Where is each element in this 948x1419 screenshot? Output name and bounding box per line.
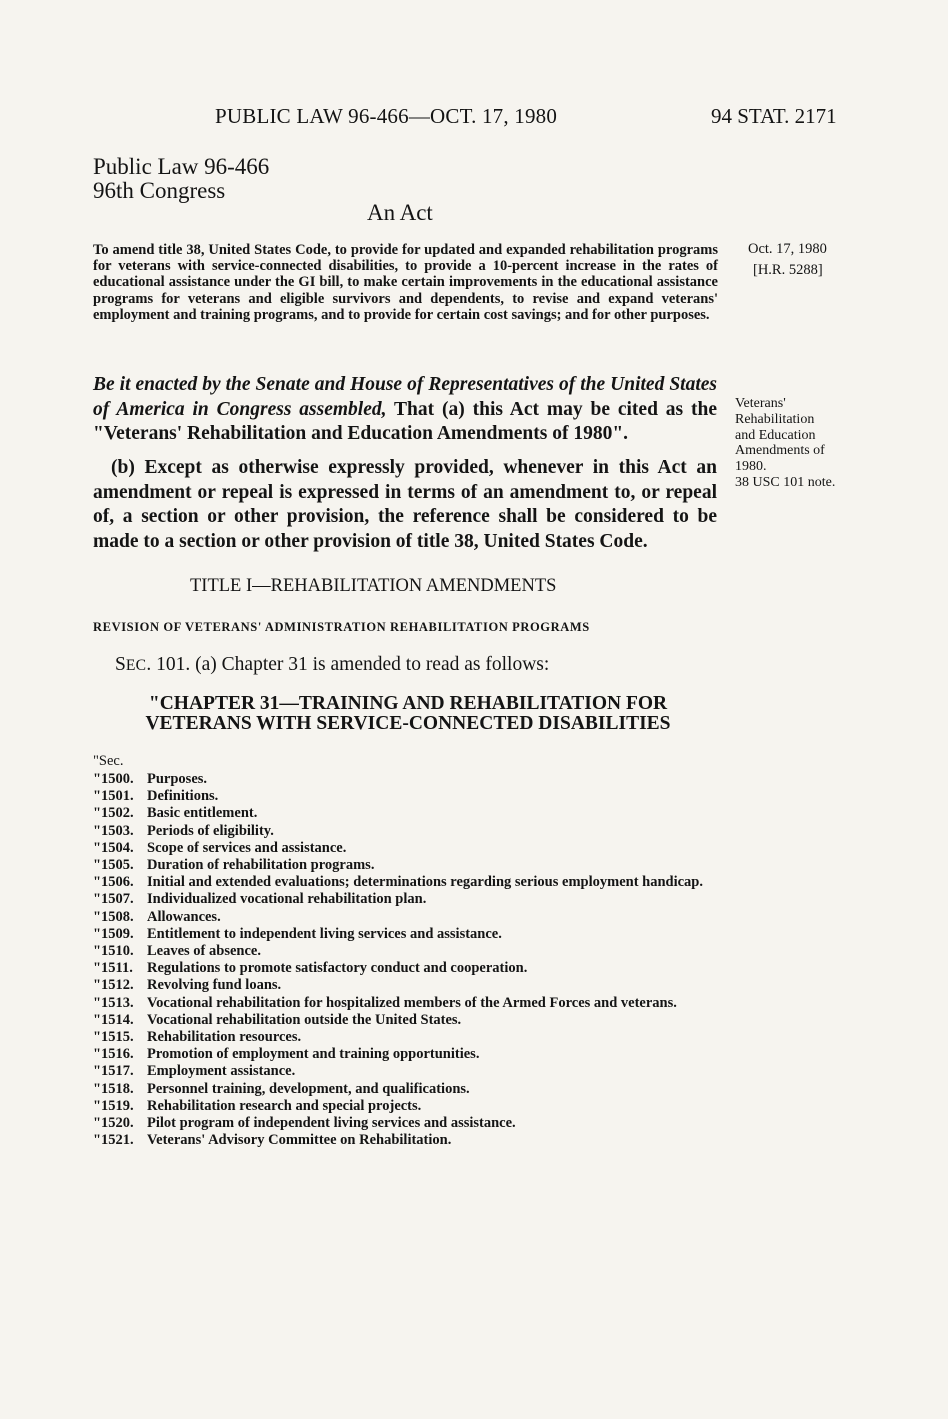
margin-note-line: 38 USC 101 note. [735, 474, 836, 490]
toc-text: Vocational rehabilitation outside the United States. [147, 1011, 462, 1028]
margin-note-line: Veterans' [735, 396, 786, 411]
toc-number: "1511. [93, 960, 133, 977]
toc-number: "1508. [93, 908, 134, 925]
margin-note-line: and Education [735, 427, 816, 443]
toc-text: Rehabilitation research and special projects. [147, 1097, 422, 1114]
toc-text: Regulations to promote satisfactory conduct and cooperation. [147, 960, 528, 977]
paragraph-b: (b) Except as otherwise expressly provided, whenever in this Act an amendment or repeal is expressed in terms of an amendment to, or repeal of, a section or other provision, the reference shall be considered to be made to a section or other provision of title 38, United States Code. [93, 457, 717, 552]
act-heading: An Act [367, 200, 433, 225]
toc-text: Leaves of absence. [147, 943, 261, 960]
margin-bill-number: [H.R. 5288] [753, 262, 823, 278]
toc-number: "1505. [93, 857, 134, 874]
toc-text: Scope of services and assistance. [147, 839, 347, 856]
chapter-heading-line: "CHAPTER 31—TRAINING AND REHABILITATION FOR [148, 693, 668, 714]
margin-note [735, 396, 875, 491]
enacting-clause: Be it enacted by the Senate and House of Representatives of the United States of America in Congress assembled, [93, 374, 717, 420]
toc-number: "1501. [93, 788, 134, 805]
toc-number: "1518. [93, 1080, 134, 1097]
running-header-title: PUBLIC LAW 96-466—OCT. 17, 1980 [215, 104, 558, 128]
toc-number: "1506. [93, 874, 134, 891]
toc-text: Allowances. [147, 908, 221, 925]
toc-text: Promotion of employment and training opportunities. [147, 1046, 480, 1063]
margin-date: Oct. 17, 1980 [748, 241, 827, 257]
toc-item [93, 1081, 723, 1098]
short-title-text: That (a) this Act may be cited as the "Veterans' Rehabilitation and Education Amendments of 1980". [93, 398, 717, 444]
toc-text: Personnel training, development, and qualifications. [147, 1080, 470, 1097]
toc-number: "1504. [93, 839, 134, 856]
toc-item [93, 995, 723, 1012]
toc-number: "1520. [93, 1115, 134, 1132]
toc-number: "1514. [93, 1011, 134, 1028]
toc-item [93, 960, 723, 977]
toc-number: "1521. [93, 1132, 134, 1149]
toc-text: Employment assistance. [147, 1063, 296, 1080]
statute-page-number: 94 STAT. 2171 [711, 104, 837, 128]
toc-item [93, 891, 723, 908]
toc-item [93, 857, 723, 874]
toc-number: "1513. [93, 994, 134, 1011]
chapter-heading [93, 694, 723, 734]
enacting-clause-paragraph [93, 373, 717, 447]
margin-note-line: Amendments of [735, 443, 825, 459]
toc-text: Initial and extended evaluations; determinations regarding serious employment handicap. [147, 874, 703, 891]
toc-item [93, 1132, 723, 1149]
toc-text: Periods of eligibility. [147, 822, 274, 839]
table-of-sections [93, 771, 723, 1149]
toc-item [93, 1012, 723, 1029]
toc-item [93, 943, 723, 960]
toc-item [93, 840, 723, 857]
toc-item [93, 874, 723, 891]
toc-text: Rehabilitation resources. [147, 1029, 302, 1046]
section-101-text: . 101. (a) Chapter 31 is amended to read as follows: [146, 654, 550, 675]
toc-label: "Sec. [93, 753, 124, 769]
toc-text: Entitlement to independent living services and assistance. [147, 925, 502, 942]
toc-text: Individualized vocational rehabilitation plan. [147, 891, 427, 908]
toc-text: Pilot program of independent living services and assistance. [147, 1115, 516, 1132]
toc-item [93, 805, 723, 822]
toc-number: "1509. [93, 925, 134, 942]
section-101-intro [115, 654, 549, 676]
toc-number: "1510. [93, 943, 134, 960]
toc-text: Purposes. [147, 771, 208, 787]
toc-text: Vocational rehabilitation for hospitalized members of the Armed Forces and veterans. [147, 994, 677, 1011]
toc-number: "1503. [93, 822, 134, 839]
toc-item [93, 1098, 723, 1115]
chapter-heading-line: VETERANS WITH SERVICE-CONNECTED DISABILITIES [145, 713, 671, 734]
toc-item [93, 1115, 723, 1132]
toc-number: "1512. [93, 977, 134, 994]
toc-item [93, 977, 723, 994]
toc-text: Basic entitlement. [147, 805, 258, 822]
toc-number: "1519. [93, 1097, 134, 1114]
margin-note-line: 1980. [735, 459, 767, 475]
toc-item [93, 771, 723, 788]
margin-note-line: Rehabilitation [735, 411, 815, 427]
toc-number: "1517. [93, 1063, 134, 1080]
toc-number: "1507. [93, 891, 134, 908]
toc-number: "1502. [93, 805, 134, 822]
toc-item [93, 788, 723, 805]
toc-text: Revolving fund loans. [147, 977, 282, 994]
section-prefix-rest: EC [125, 657, 147, 674]
toc-item [93, 926, 723, 943]
toc-item [93, 909, 723, 926]
toc-text: Definitions. [147, 788, 219, 805]
toc-item [93, 1029, 723, 1046]
section-prefix-initial: S [115, 654, 126, 675]
toc-text: Veterans' Advisory Committee on Rehabilitation. [147, 1132, 452, 1149]
title-heading: TITLE I—REHABILITATION AMENDMENTS [190, 576, 557, 596]
section-subheading: REVISION OF VETERANS' ADMINISTRATION REHABILITATION PROGRAMS [93, 620, 590, 634]
toc-item [93, 1063, 723, 1080]
toc-number: "1515. [93, 1029, 134, 1046]
toc-text: Duration of rehabilitation programs. [147, 857, 375, 874]
toc-item [93, 823, 723, 840]
act-purpose: To amend title 38, United States Code, to provide for updated and expanded rehabilitation programs for veterans with service-connected disabilities, to provide a 10-percent increase in the rates of educational assistance under the GI bill, to make certain improvements in the educational assistance programs for veterans and eligible survivors and dependents, to revise and expand veterans' employment and training programs, and to provide for certain cost savings; and for other purposes. [93, 242, 718, 323]
toc-number: "1516. [93, 1046, 134, 1063]
law-number: Public Law 96-466 [93, 154, 270, 179]
toc-item [93, 1046, 723, 1063]
toc-number: "1500. [93, 771, 134, 787]
congress-label: 96th Congress [93, 178, 226, 203]
